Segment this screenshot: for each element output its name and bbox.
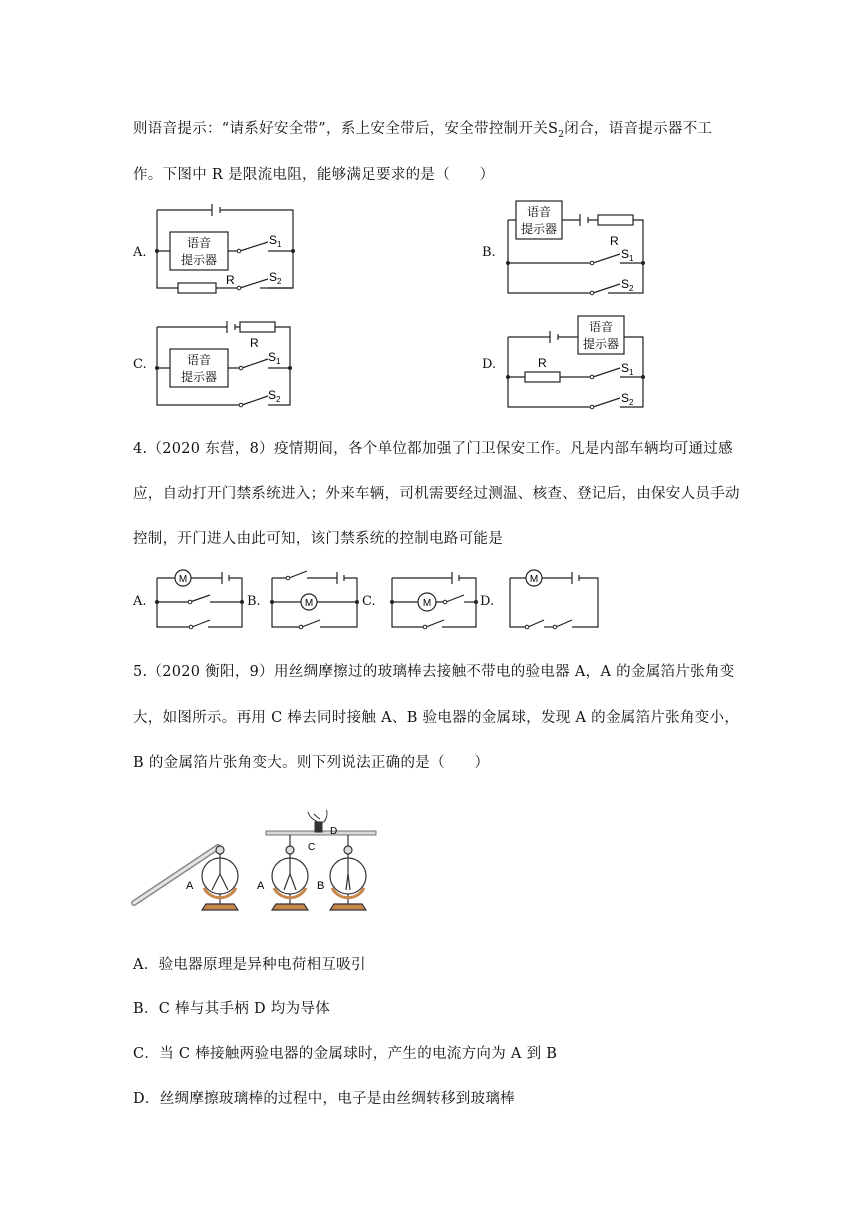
- q4-circuit-b: [265, 565, 365, 633]
- q3a-box-label2: 提示器: [180, 253, 218, 267]
- q4-option-b-label: B.: [247, 594, 261, 609]
- q3-circuit-b: [500, 195, 655, 300]
- q5-text-line1: 5.（2020 衡阳，9）用丝绸摩擦过的玻璃棒去接触不带电的验电器 A，A 的金属箔片张角变: [133, 664, 735, 680]
- q4-circuit-a: [150, 565, 250, 633]
- q5-text-line3: B 的金属箔片张角变大。则下列说法正确的是（ ）: [133, 755, 490, 771]
- q4-option-a-label: A.: [133, 594, 147, 609]
- q3c-resistor-label: R: [250, 336, 259, 350]
- hand-holding-handle-d: [308, 810, 327, 832]
- q3d-s1-label: $S_1$: [621, 361, 634, 377]
- q3-option-c-label: C.: [133, 357, 147, 372]
- q3b-s1-label: $S_1$: [621, 247, 634, 263]
- q3-option-d-label: D.: [482, 357, 497, 372]
- q3c-box-label1: 语音: [186, 353, 212, 367]
- q3-text-line1: 则语音提示：“请系好安全带”，系上安全带后，安全带控制开关$S_2$闭合，语音提示器不工: [133, 121, 713, 140]
- q3-option-b-label: B.: [482, 245, 496, 260]
- q5-label-d: D: [330, 826, 338, 837]
- q5-label-a2: A: [257, 880, 265, 892]
- q4a-motor-label: M: [178, 574, 188, 585]
- q5-choice-a: A．验电器原理是异种电荷相互吸引: [133, 957, 366, 973]
- q3c-s1-label: $S_1$: [268, 350, 281, 366]
- q5-label-c: C: [308, 842, 316, 853]
- q5-text-line2: 大，如图所示。再用 C 棒去同时接触 A、B 验电器的金属球，发现 A 的金属箔片张角变小，: [133, 710, 740, 726]
- q4d-motor-label: M: [529, 574, 539, 585]
- q3d-s2-label: $S_2$: [621, 391, 634, 407]
- q5-choice-d: D．丝绸摩擦玻璃棒的过程中，电子是由丝绸转移到玻璃棒: [133, 1091, 515, 1107]
- q3d-box-label1: 语音: [588, 320, 614, 334]
- q3b-box-label1: 语音: [526, 205, 552, 219]
- q4-option-c-label: C.: [362, 594, 376, 609]
- q4-circuit-d: [500, 565, 605, 633]
- q3-option-a-label: A.: [133, 245, 147, 260]
- q3a-s2-label: $S_2$: [269, 270, 282, 286]
- q3b-box-label2: 提示器: [520, 222, 558, 236]
- q3c-s2-label: $S_2$: [268, 388, 281, 404]
- q3-circuit-d: [500, 310, 655, 413]
- q3-text-line2: 作。下图中 R 是限流电阻，能够满足要求的是（ ）: [133, 167, 495, 183]
- q5-label-a1: A: [186, 880, 194, 892]
- q4-option-d-label: D.: [480, 594, 495, 609]
- q4-text-line2: 应，自动打开门禁系统进入；外来车辆，司机需要经过测温、核查、登记后，由保安人员手动: [133, 486, 740, 502]
- q5-label-b: B: [317, 880, 325, 892]
- electroscope-b: [330, 835, 366, 910]
- q3a-s1-label: $S_1$: [269, 233, 282, 249]
- electroscope-a-right: [272, 835, 308, 910]
- q4-text-line1: 4.（2020 东营，8）疫情期间，各个单位都加强了门卫保安工作。凡是内部车辆均可通过感: [133, 441, 733, 457]
- q4b-motor-label: M: [304, 598, 314, 609]
- q3-circuit-a: [150, 200, 300, 300]
- q4-circuit-c: [380, 565, 480, 633]
- q3a-resistor-label: R: [226, 273, 235, 287]
- q5-choice-c: C．当 C 棒接触两验电器的金属球时，产生的电流方向为 A 到 B: [133, 1046, 558, 1062]
- q3b-resistor-label: R: [610, 234, 619, 248]
- q5-choice-b: B．C 棒与其手柄 D 均为导体: [133, 1001, 331, 1017]
- q3a-box-label1: 语音: [186, 236, 212, 250]
- q3d-resistor-label: R: [538, 356, 547, 370]
- q3b-s2-label: $S_2$: [621, 277, 634, 293]
- q5-electroscope-figure: [130, 810, 380, 930]
- q4-text-line3: 控制，开门进人由此可知，该门禁系统的控制电路可能是: [133, 531, 503, 547]
- q3c-box-label2: 提示器: [180, 370, 218, 384]
- q4c-motor-label: M: [422, 598, 432, 609]
- q3d-box-label2: 提示器: [582, 337, 620, 351]
- q3-circuit-c: [150, 313, 300, 413]
